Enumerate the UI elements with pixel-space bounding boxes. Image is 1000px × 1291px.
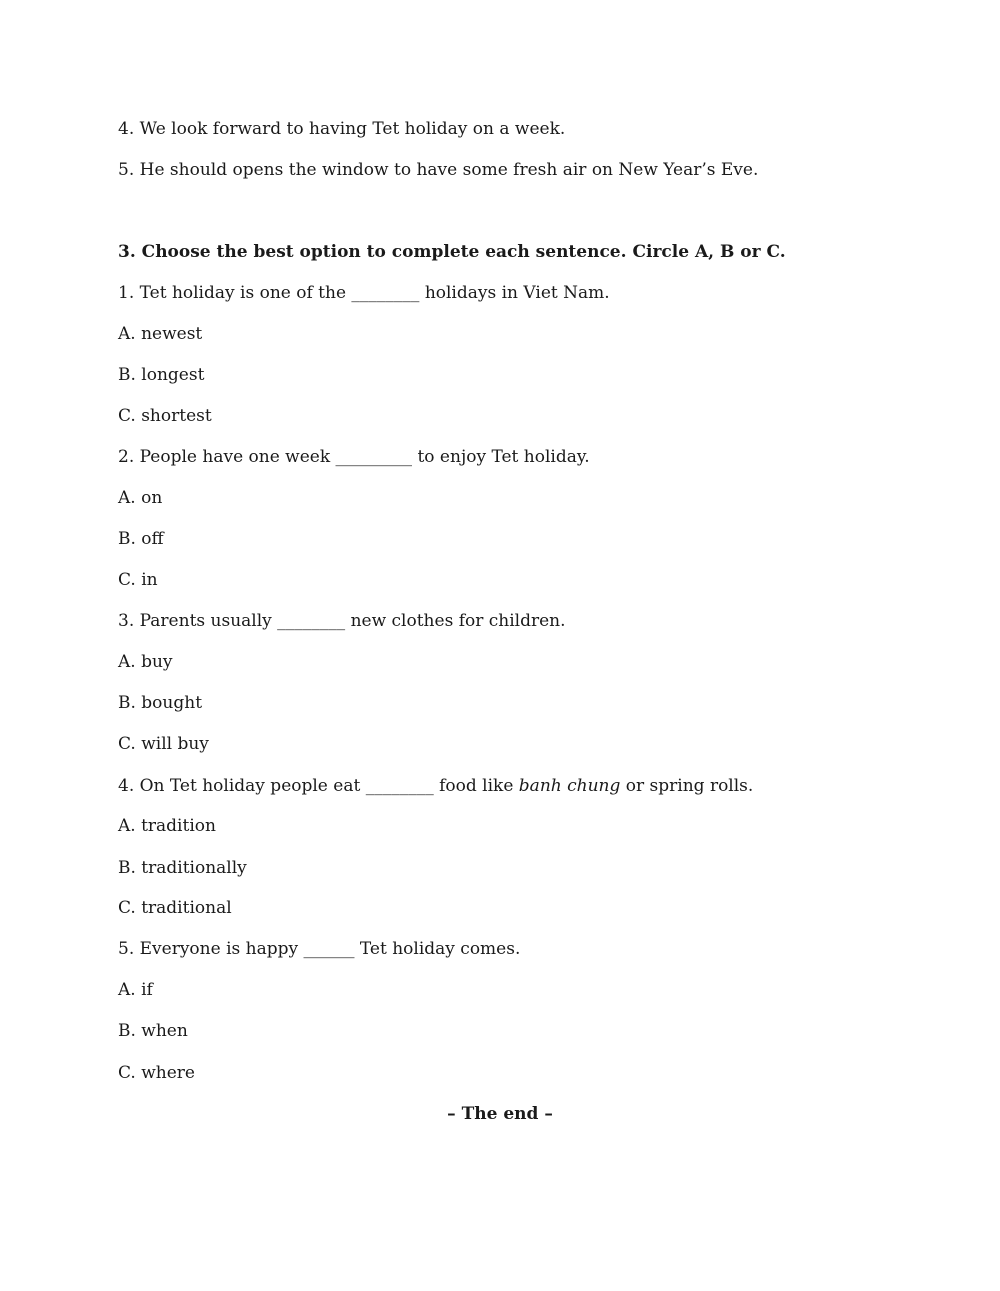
question-1-option-c: C. shortest <box>118 406 212 426</box>
question-4-text-after: or spring rolls. <box>620 776 754 796</box>
question-4-option-a: A. tradition <box>118 816 216 836</box>
question-1: 1. Tet holiday is one of the ________ holidays in Viet Nam. <box>118 283 610 303</box>
section-3-heading: 3. Choose the best option to complete each sentence. Circle A, B or C. <box>118 242 786 262</box>
prev-item-5: 5. He should opens the window to have some fresh air on New Year’s Eve. <box>118 160 759 180</box>
prev-item-4: 4. We look forward to having Tet holiday on a week. <box>118 119 566 139</box>
question-2-option-c: C. in <box>118 570 158 590</box>
the-end-footer: – The end – <box>447 1104 553 1124</box>
question-4 <box>118 774 753 798</box>
question-5: 5. Everyone is happy ______ Tet holiday comes. <box>118 939 521 959</box>
question-4-option-b: B. traditionally <box>118 858 247 878</box>
question-2-option-a: A. on <box>118 488 163 508</box>
question-4-italic-term: banh chung <box>518 776 621 796</box>
question-3-option-c: C. will buy <box>118 734 209 754</box>
question-3-option-a: A. buy <box>118 652 173 672</box>
question-4-option-c: C. traditional <box>118 898 232 918</box>
question-5-option-b: B. when <box>118 1021 188 1041</box>
question-5-option-c: C. where <box>118 1063 195 1083</box>
question-2-option-b: B. off <box>118 529 164 549</box>
question-1-option-b: B. longest <box>118 365 205 385</box>
question-5-option-a: A. if <box>118 980 153 1000</box>
question-2: 2. People have one week _________ to enjoy Tet holiday. <box>118 447 590 467</box>
question-3: 3. Parents usually ________ new clothes for children. <box>118 611 566 631</box>
question-3-option-b: B. bought <box>118 693 203 713</box>
question-1-option-a: A. newest <box>118 324 203 344</box>
question-4-text-before: 4. On Tet holiday people eat ________ food like <box>118 776 519 796</box>
